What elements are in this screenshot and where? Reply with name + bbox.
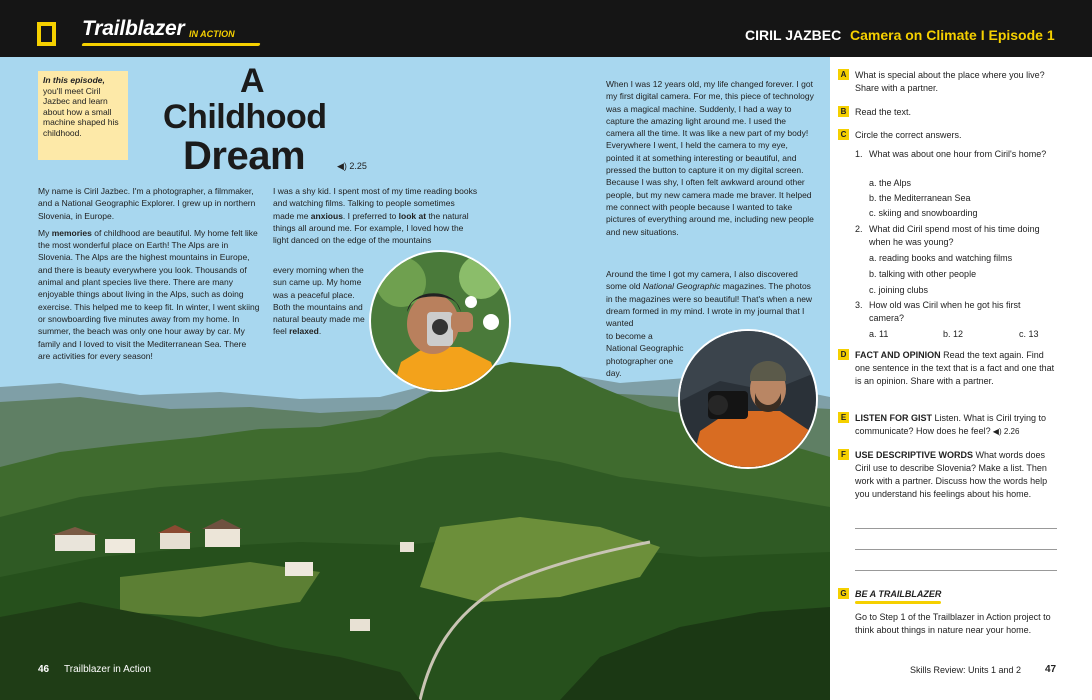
activity-instructions: Read the text again. Find one sentence in the text that is a fact and one that is an opinion. Share with a partner. (855, 350, 1055, 386)
article-column-3 (606, 78, 814, 243)
magazine-name: National Geographic (642, 281, 721, 292)
episode-title: Camera on Climate I Episode 1 (850, 27, 1055, 43)
text-run: of childhood are beautiful. My home felt like the most wonderful place on Earth! The Alps are in Slovenia. The Alps are the highest mountains in Europe, and there is beauty everywhere you look. Thousands of animal and plant species live there. There are many enjoyable things about living in the Alps, such as doing exercise. This helped me to keep fit. In winter, I went skiing or snowboarding five minutes away from my home. In summer, the beach was only one hour away by car. My family and I loved to visit the Mediterranean Sea. There are activities for every season! (38, 227, 260, 361)
brand-title: Trailblazer (82, 17, 185, 40)
vocab-word: anxious (310, 210, 343, 221)
answer-line[interactable] (855, 528, 1057, 529)
activity-text (855, 412, 1058, 438)
activity-text (855, 349, 1058, 388)
activity-text: What is special about the place where you live? Share with a partner. (855, 70, 1045, 93)
article-title-line3: Dream (183, 134, 306, 178)
episode-intro-box (38, 71, 128, 160)
vocab-word: look at (398, 210, 427, 221)
explorer-name: CIRIL JAZBEC (745, 27, 842, 43)
page-footer-right: Skills Review: Units 1 and 2 (910, 665, 1022, 675)
text-run: every morning when the sun came up. My home was a peaceful place. Both the mountains and natural beauty made me feel (273, 265, 365, 337)
vocab-word: relaxed (289, 326, 319, 337)
page-footer-left: Trailblazer in Action (64, 664, 151, 675)
brand-underline (81, 43, 260, 46)
article-column-2-top (273, 185, 478, 251)
page-header (0, 0, 1092, 57)
intro-lead: In this episode, (43, 75, 105, 85)
activity-text: Read the text. (855, 107, 912, 117)
activity-instructions: Go to Step 1 of the Trailblazer in Action project to think about things in nature near your home. (855, 612, 1051, 635)
activity-instructions: Listen. What is Ciril trying to communicate? How does he feel? (855, 413, 1047, 436)
audio-track-label[interactable]: ◀) 2.26 (990, 427, 1020, 436)
paragraph (273, 264, 373, 338)
question-number: 3. (855, 300, 863, 310)
activity-f (838, 449, 1058, 513)
activity-label: BE A TRAILBLAZER (855, 589, 942, 599)
vocab-word: memories (51, 227, 92, 238)
text-run: . I preferred to (342, 210, 399, 221)
question-text: How old was Ciril when he got his first camera? (869, 300, 1021, 323)
text-run: the natural things all around me. For example, I loved how the light danced on the edge of the mountains (273, 210, 469, 246)
answer-option[interactable]: a. the Alps (869, 178, 912, 188)
boy-with-camera-photo (369, 250, 511, 392)
question-number: 2. (855, 224, 863, 234)
answer-option[interactable]: b. 12 (943, 329, 964, 339)
answer-option[interactable]: b. talking with other people (869, 269, 977, 279)
intro-text: you'll meet Ciril Jazbec and learn about how a small machine shaped his childhood. (43, 85, 119, 138)
activity-label: USE DESCRIPTIVE WORDS (855, 450, 974, 460)
article-title-line1: A (240, 62, 265, 100)
activity-badge: G (838, 588, 849, 599)
text-run: magazines. The photos in the magazines were so beautiful! That's when a new dream formed in my mind. I wrote in my journal that I wanted (606, 281, 813, 329)
activity-e (838, 412, 1058, 440)
answer-option[interactable]: a. reading books and watching films (869, 253, 1013, 263)
answer-line[interactable] (855, 549, 1057, 550)
answer-option[interactable]: a. 11 (869, 329, 889, 339)
activity-g (838, 588, 1058, 602)
article-column-1 (38, 185, 260, 367)
activity-c (838, 129, 1058, 143)
paragraph (606, 268, 814, 329)
activity-badge: B (838, 106, 849, 117)
question-number: 1. (855, 149, 863, 159)
activity-badge: D (838, 349, 849, 360)
question-text: What was about one hour from Ciril's home? (869, 149, 1047, 159)
activity-badge: F (838, 449, 849, 460)
label-underline (855, 601, 941, 604)
activity-text (855, 449, 1058, 501)
activity-label: LISTEN FOR GIST (855, 413, 933, 423)
activity-text: Circle the correct answers. (855, 130, 962, 140)
paragraph: When I was 12 years old, my life changed forever. I got my first digital camera. For me, this piece of technology was a magical machine. Suddenly, I had a way to capture the amazing light around me. I used the camera all the time. It was like a new part of my body! Everywhere I went, I held the camera to my eye, pointed it at something interesting or beautiful, and pressed the button to capture it on my digital screen. Because I was shy, I often felt awkward around other people, but my new camera made me braver. It helped me connect with people because I wanted to take pictures of everything around me, including new people and new situations. (606, 79, 814, 237)
article-column-2-bottom (273, 264, 373, 343)
text-run: . (318, 326, 322, 337)
paragraph: to become a National Geographic photographer one day. (606, 331, 684, 378)
activity-a (838, 69, 1058, 99)
activity-instructions: What words does Ciril use to describe Slovenia? Make a list. Then work with a partner. Discuss how the words help you understand his feelings about his home. (855, 450, 1048, 499)
question-text: What did Ciril spend most of his time doing when he was young? (869, 224, 1040, 247)
nat-geo-logo-icon (37, 22, 56, 46)
paragraph (273, 185, 478, 246)
activity-badge: C (838, 129, 849, 140)
text-run: My (38, 227, 52, 238)
photographer-photo (678, 329, 818, 469)
article-title-line2: Childhood (163, 98, 327, 136)
activity-d (838, 349, 1058, 401)
text-run: Around the time I got my camera, I also discovered some old (606, 269, 798, 292)
boy-photo-image (371, 252, 511, 392)
brand-subtitle: IN ACTION (189, 29, 235, 39)
article-column-3-end (606, 330, 686, 384)
activity-label: FACT AND OPINION (855, 350, 941, 360)
answer-option[interactable]: c. 13 (1019, 329, 1039, 339)
answer-line[interactable] (855, 570, 1057, 571)
article-column-3-lower (606, 268, 814, 334)
answer-option[interactable]: c. skiing and snowboarding (869, 208, 978, 218)
audio-track-label[interactable]: ◀) 2.25 (337, 161, 367, 171)
page-number-left: 46 (38, 664, 50, 675)
activity-badge: A (838, 69, 849, 80)
photographer-photo-image (680, 331, 818, 469)
activity-badge: E (838, 412, 849, 423)
activity-b (838, 106, 1058, 120)
page-number-right: 47 (1045, 664, 1057, 675)
answer-option[interactable]: c. joining clubs (869, 285, 929, 295)
paragraph (38, 227, 260, 362)
text-run: I was a shy kid. I spent most of my time reading books and watching films. Talking to people sometimes made me (273, 186, 478, 221)
answer-option[interactable]: b. the Mediterranean Sea (869, 193, 971, 203)
paragraph: My name is Ciril Jazbec. I'm a photographer, a filmmaker, and a National Geographic Explorer. I grew up in northern Slovenia, in Europe. (38, 186, 256, 221)
